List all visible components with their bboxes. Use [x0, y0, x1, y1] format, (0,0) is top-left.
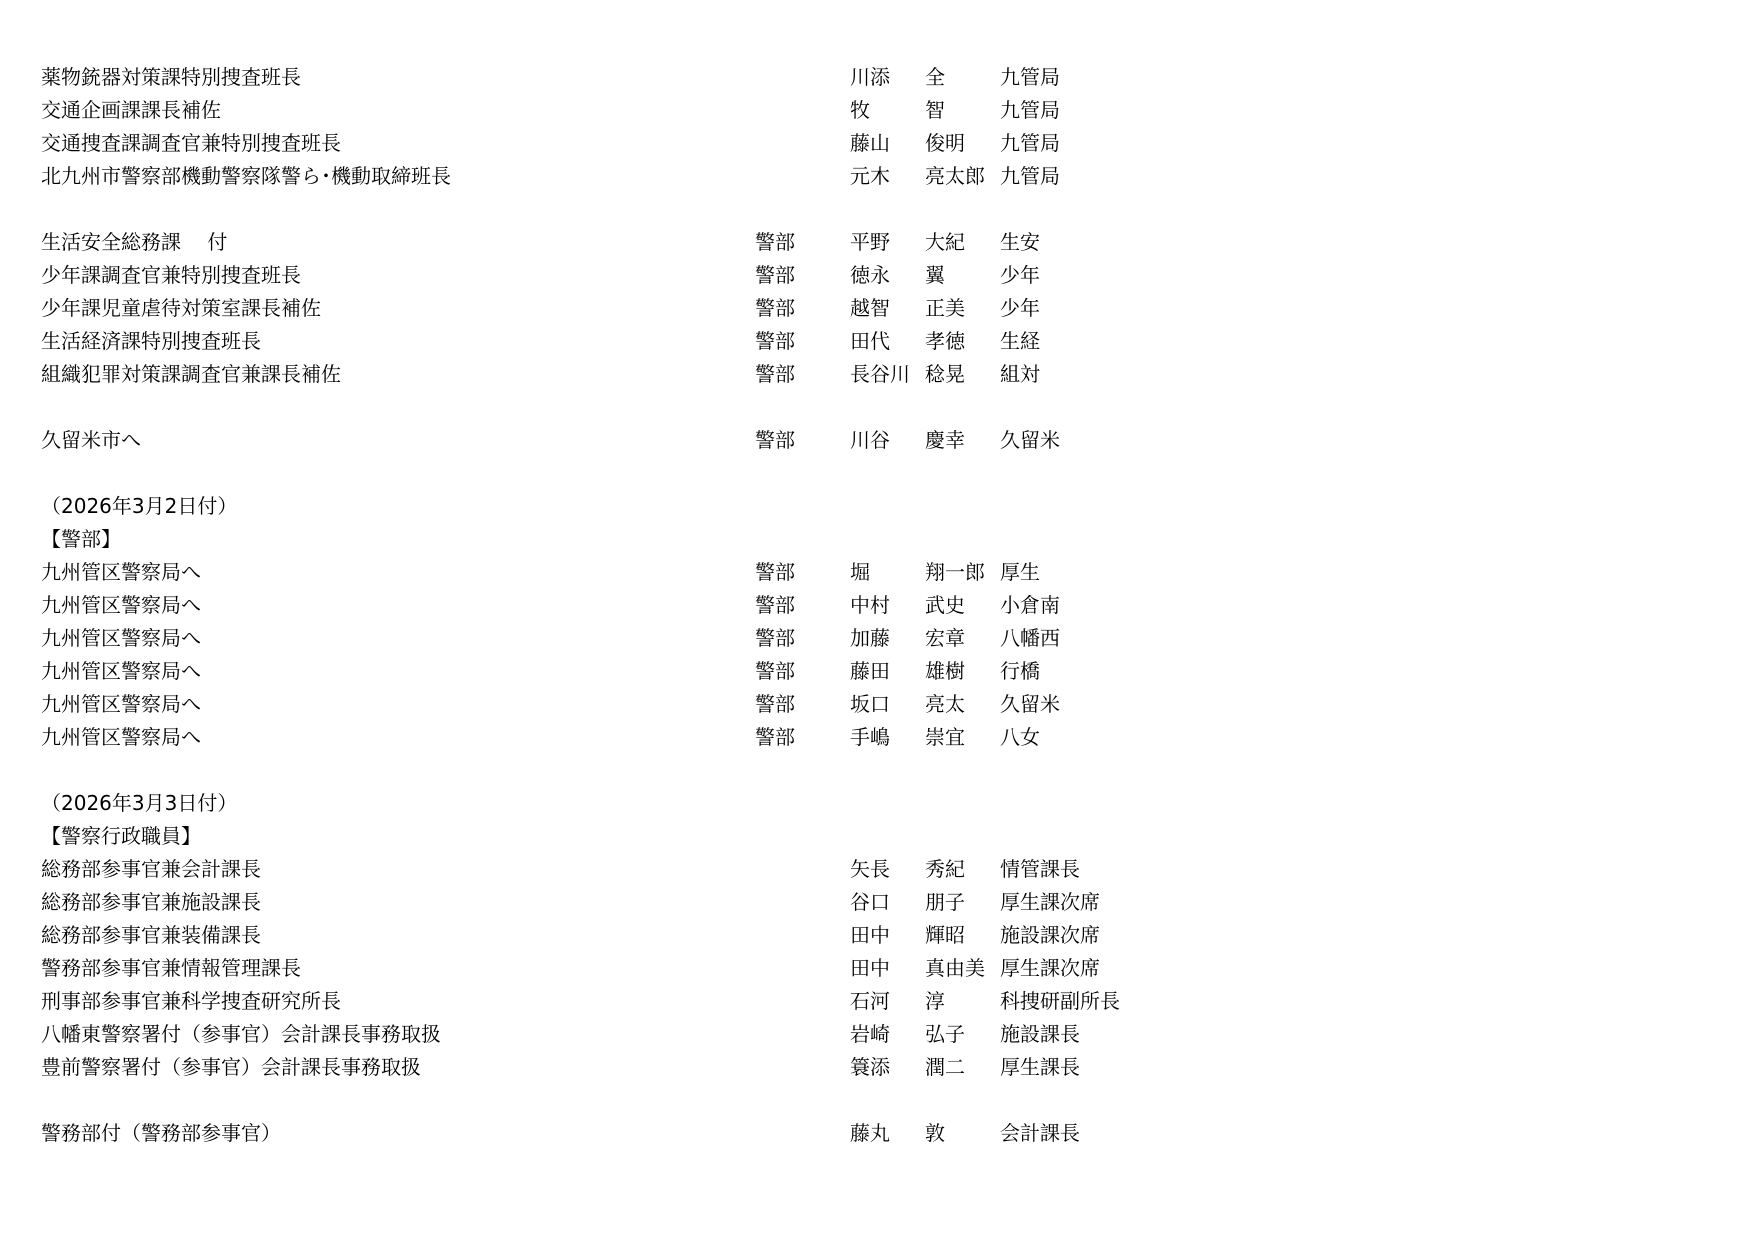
rank-cell: 警部 [755, 296, 795, 320]
previous-post-cell: 八幡西 [1000, 626, 1060, 650]
personnel-row [0, 556, 1754, 589]
personnel-row [0, 160, 1754, 193]
position-cell: 交通企画課課長補佐 [41, 98, 221, 122]
section-heading-row [0, 490, 1754, 523]
previous-post-cell: 厚生課次席 [1000, 956, 1100, 980]
rank-cell: 警部 [755, 725, 795, 749]
given-name-cell: 雄樹 [925, 659, 965, 683]
personnel-row [0, 292, 1754, 325]
position-cell: 北九州市警察部機動警察隊警ら･機動取締班長 [41, 164, 451, 188]
surname-cell: 加藤 [850, 626, 890, 650]
personnel-row [0, 952, 1754, 985]
personnel-row [0, 688, 1754, 721]
previous-post-cell: 厚生課長 [1000, 1055, 1080, 1079]
personnel-row [0, 424, 1754, 457]
rank-cell: 警部 [755, 230, 795, 254]
given-name-cell: 智 [925, 98, 945, 122]
given-name-cell: 秀紀 [925, 857, 965, 881]
surname-cell: 簑添 [850, 1055, 890, 1079]
personnel-row [0, 325, 1754, 358]
personnel-row [0, 127, 1754, 160]
rank-cell: 警部 [755, 329, 795, 353]
personnel-row [0, 1051, 1754, 1084]
position-cell: 九州管区警察局へ [41, 725, 201, 749]
blank-row [0, 391, 1754, 424]
previous-post-cell: 厚生課次席 [1000, 890, 1100, 914]
surname-cell: 長谷川 [850, 362, 910, 386]
previous-post-cell: 科捜研副所長 [1000, 989, 1120, 1013]
position-cell: 警務部参事官兼情報管理課長 [41, 956, 301, 980]
previous-post-cell: 久留米 [1000, 692, 1060, 716]
position-cell: 組織犯罪対策課調査官兼課長補佐 [41, 362, 341, 386]
given-name-cell: 真由美 [925, 956, 985, 980]
position-cell: 九州管区警察局へ [41, 560, 201, 584]
surname-cell: 越智 [850, 296, 890, 320]
previous-post-cell: 小倉南 [1000, 593, 1060, 617]
given-name-cell: 弘子 [925, 1022, 965, 1046]
personnel-row [0, 622, 1754, 655]
personnel-row [0, 721, 1754, 754]
position-cell: 九州管区警察局へ [41, 692, 201, 716]
rank-cell: 警部 [755, 263, 795, 287]
given-name-cell: 潤二 [925, 1055, 965, 1079]
surname-cell: 川添 [850, 65, 890, 89]
previous-post-cell: 厚生 [1000, 560, 1040, 584]
surname-cell: 田中 [850, 923, 890, 947]
personnel-row [0, 919, 1754, 952]
personnel-row [0, 589, 1754, 622]
position-cell: 少年課調査官兼特別捜査班長 [41, 263, 301, 287]
previous-post-cell: 少年 [1000, 296, 1040, 320]
personnel-row [0, 853, 1754, 886]
personnel-row [0, 1117, 1754, 1150]
given-name-cell: 亮太 [925, 692, 965, 716]
section-heading: 【警察行政職員】 [41, 824, 201, 848]
previous-post-cell: 少年 [1000, 263, 1040, 287]
rank-cell: 警部 [755, 659, 795, 683]
position-cell: 交通捜査課調査官兼特別捜査班長 [41, 131, 341, 155]
personnel-row [0, 985, 1754, 1018]
previous-post-cell: 九管局 [1000, 65, 1060, 89]
position-cell: 総務部参事官兼会計課長 [41, 857, 261, 881]
surname-cell: 岩崎 [850, 1022, 890, 1046]
previous-post-cell: 九管局 [1000, 164, 1060, 188]
rank-cell: 警部 [755, 560, 795, 584]
surname-cell: 元木 [850, 164, 890, 188]
rank-cell: 警部 [755, 362, 795, 386]
given-name-cell: 大紀 [925, 230, 965, 254]
surname-cell: 石河 [850, 989, 890, 1013]
position-cell: 警務部付（警務部参事官） [41, 1121, 281, 1145]
surname-cell: 谷口 [850, 890, 890, 914]
section-heading: 【警部】 [41, 527, 121, 551]
given-name-cell: 孝徳 [925, 329, 965, 353]
rank-cell: 警部 [755, 593, 795, 617]
section-heading-row [0, 787, 1754, 820]
surname-cell: 徳永 [850, 263, 890, 287]
given-name-cell: 武史 [925, 593, 965, 617]
rank-cell: 警部 [755, 428, 795, 452]
previous-post-cell: 久留米 [1000, 428, 1060, 452]
surname-cell: 川谷 [850, 428, 890, 452]
given-name-cell: 亮太郎 [925, 164, 985, 188]
given-name-cell: 稔晃 [925, 362, 965, 386]
surname-cell: 坂口 [850, 692, 890, 716]
personnel-row [0, 94, 1754, 127]
given-name-cell: 俊明 [925, 131, 965, 155]
previous-post-cell: 生安 [1000, 230, 1040, 254]
given-name-cell: 淳 [925, 989, 945, 1013]
surname-cell: 藤丸 [850, 1121, 890, 1145]
personnel-row [0, 655, 1754, 688]
blank-row [0, 457, 1754, 490]
surname-cell: 中村 [850, 593, 890, 617]
surname-cell: 矢長 [850, 857, 890, 881]
blank-row [0, 193, 1754, 226]
surname-cell: 堀 [850, 560, 870, 584]
surname-cell: 藤山 [850, 131, 890, 155]
position-cell: 総務部参事官兼施設課長 [41, 890, 261, 914]
surname-cell: 田代 [850, 329, 890, 353]
personnel-row [0, 259, 1754, 292]
previous-post-cell: 施設課長 [1000, 1022, 1080, 1046]
previous-post-cell: 情管課長 [1000, 857, 1080, 881]
surname-cell: 手嶋 [850, 725, 890, 749]
surname-cell: 藤田 [850, 659, 890, 683]
position-cell: 生活経済課特別捜査班長 [41, 329, 261, 353]
given-name-cell: 崇宜 [925, 725, 965, 749]
position-cell: 少年課児童虐待対策室課長補佐 [41, 296, 321, 320]
section-heading-row [0, 820, 1754, 853]
position-cell: 八幡東警察署付（参事官）会計課長事務取扱 [41, 1022, 441, 1046]
previous-post-cell: 施設課次席 [1000, 923, 1100, 947]
rank-cell: 警部 [755, 692, 795, 716]
section-heading: （2026年3月2日付） [41, 494, 238, 518]
section-heading-row [0, 523, 1754, 556]
rank-cell: 警部 [755, 626, 795, 650]
given-name-cell: 慶幸 [925, 428, 965, 452]
personnel-row [0, 358, 1754, 391]
position-cell: 生活安全総務課 付 [41, 230, 228, 254]
previous-post-cell: 九管局 [1000, 98, 1060, 122]
position-cell: 久留米市へ [41, 428, 141, 452]
position-cell: 九州管区警察局へ [41, 659, 201, 683]
position-cell: 薬物銃器対策課特別捜査班長 [41, 65, 301, 89]
given-name-cell: 敦 [925, 1121, 945, 1145]
position-cell: 豊前警察署付（参事官）会計課長事務取扱 [41, 1055, 421, 1079]
section-heading: （2026年3月3日付） [41, 791, 238, 815]
previous-post-cell: 組対 [1000, 362, 1040, 386]
given-name-cell: 翼 [925, 263, 945, 287]
blank-row [0, 1084, 1754, 1117]
given-name-cell: 翔一郎 [925, 560, 985, 584]
surname-cell: 平野 [850, 230, 890, 254]
position-cell: 九州管区警察局へ [41, 593, 201, 617]
previous-post-cell: 九管局 [1000, 131, 1060, 155]
personnel-row [0, 1018, 1754, 1051]
previous-post-cell: 会計課長 [1000, 1121, 1080, 1145]
personnel-row [0, 61, 1754, 94]
blank-row [0, 754, 1754, 787]
position-cell: 刑事部参事官兼科学捜査研究所長 [41, 989, 341, 1013]
given-name-cell: 宏章 [925, 626, 965, 650]
previous-post-cell: 八女 [1000, 725, 1040, 749]
position-cell: 九州管区警察局へ [41, 626, 201, 650]
given-name-cell: 正美 [925, 296, 965, 320]
given-name-cell: 朋子 [925, 890, 965, 914]
surname-cell: 田中 [850, 956, 890, 980]
personnel-row [0, 226, 1754, 259]
position-cell: 総務部参事官兼装備課長 [41, 923, 261, 947]
personnel-row [0, 886, 1754, 919]
given-name-cell: 輝昭 [925, 923, 965, 947]
previous-post-cell: 行橋 [1000, 659, 1040, 683]
surname-cell: 牧 [850, 98, 870, 122]
previous-post-cell: 生経 [1000, 329, 1040, 353]
given-name-cell: 全 [925, 65, 945, 89]
